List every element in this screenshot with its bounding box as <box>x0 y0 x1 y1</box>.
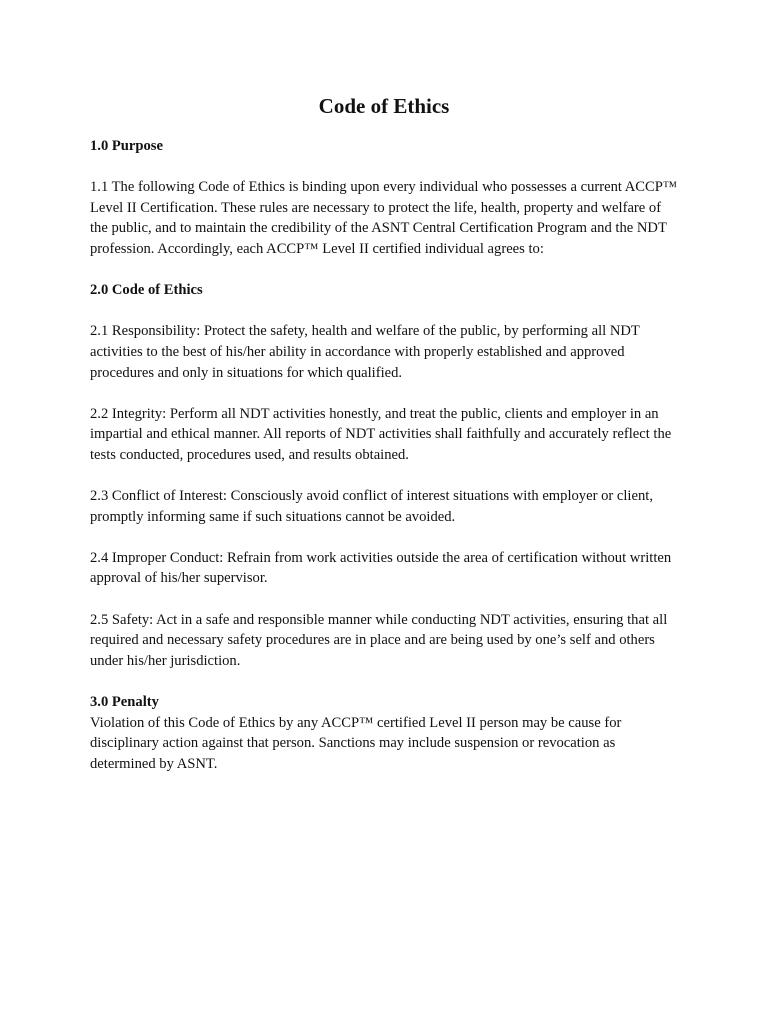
paragraph-gap <box>90 157 682 178</box>
paragraph-gap <box>90 589 682 610</box>
section-heading-code-of-ethics: 2.0 Code of Ethics <box>90 282 203 299</box>
paragraph-gap <box>90 301 682 322</box>
section-heading-purpose: 1.0 Purpose <box>90 138 163 154</box>
paragraph-2-3: 2.3 Conflict of Interest: Consciously avoid conflict of interest situations with employer or client, promptly informing same if such situations cannot be avoided. <box>90 488 653 525</box>
paragraph-2-4: 2.4 Improper Conduct: Refrain from work activities outside the area of certification without written approval of his/her supervisor. <box>90 549 672 587</box>
paragraph-3-penalty: Violation of this Code of Ethics by any ACCP™ certified Level II person may be cause for disciplinary action against that person. Sanctions may include suspension or revocation as determined by ASNT. <box>90 714 622 772</box>
paragraph-gap <box>90 527 682 548</box>
paragraph-gap <box>90 671 682 692</box>
paragraph-1-1: 1.1 The following Code of Ethics is binding upon every individual who possesses a current ACCP™ Level II Certification. These rules are necessary to protect the life, health, property and welfare of the public, and to maintain the credibility of the ASNT Central Certification Program and the NDT profession. Accordingly, each ACCP™ Level II certified individual agrees to: <box>90 179 678 257</box>
paragraph-gap <box>90 260 682 281</box>
paragraph-gap <box>90 466 682 487</box>
paragraph-2-1: 2.1 Responsibility: Protect the safety, health and welfare of the public, by performing all NDT activities to the best of his/her ability in accordance with properly established and approved procedures and only in situations for which qualified. <box>90 323 640 381</box>
paragraph-2-2: 2.2 Integrity: Perform all NDT activities honestly, and treat the public, clients and employer in an impartial and ethical manner. All reports of NDT activities shall faithfully and accurately reflect the tests conducted, procedures used, and results obtained. <box>90 405 672 463</box>
paragraph-2-5: 2.5 Safety: Act in a safe and responsible manner while conducting NDT activities, ensuring that all required and necessary safety procedures are in place and are being used by one’s self and others under his/her jurisdiction. <box>90 611 668 669</box>
paragraph-gap <box>90 383 682 404</box>
page-title: Code of Ethics <box>318 94 450 118</box>
document-body <box>90 136 682 774</box>
section-heading-penalty: 3.0 Penalty <box>90 694 159 711</box>
